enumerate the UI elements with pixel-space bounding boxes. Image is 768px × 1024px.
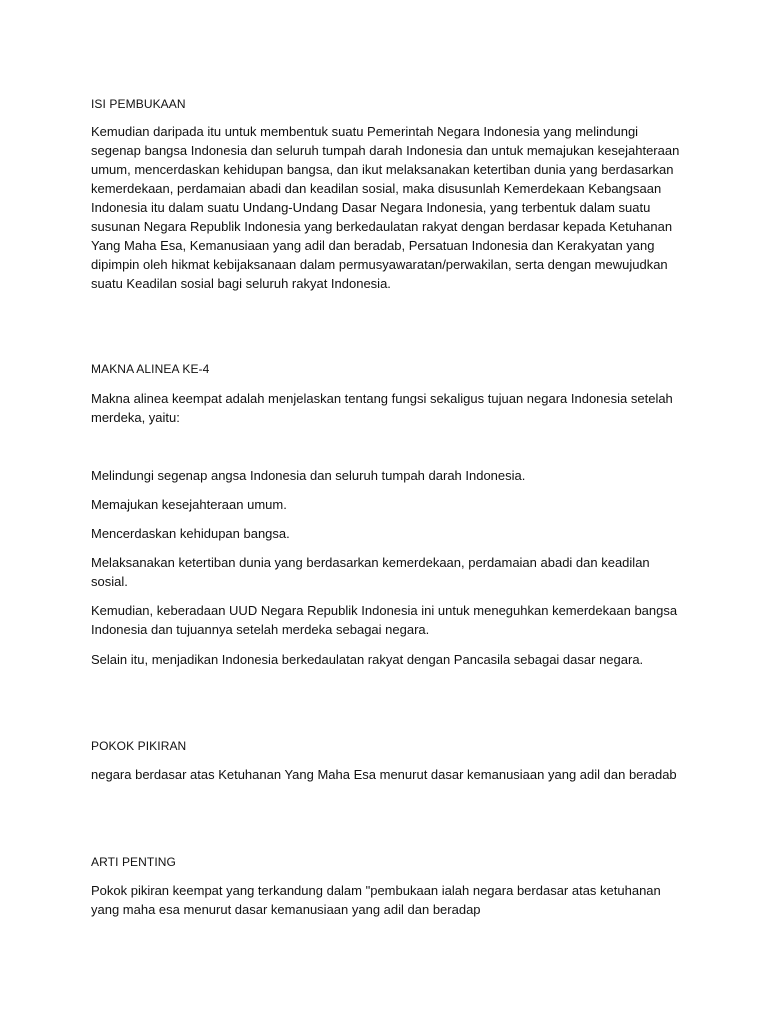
paragraph-arti-penting: Pokok pikiran keempat yang terkandung dalam "pembukaan ialah negara berdasar atas ketuhanan yang maha esa menurut dasar kemanusiaan yang adil dan beradap [91,883,661,917]
paragraph-pokok-pikiran: negara berdasar atas Ketuhanan Yang Maha Esa menurut dasar kemanusiaan yang adil dan beradab [91,767,677,782]
heading-isi-pembukaan: ISI PEMBUKAAN [91,97,186,111]
list-item-melaksanakan: Melaksanakan ketertiban dunia yang berdasarkan kemerdekaan, perdamaian abadi dan keadilan sosial. [91,555,650,589]
heading-makna-alinea: MAKNA ALINEA KE-4 [91,362,210,376]
paragraph-kemudian: Kemudian, keberadaan UUD Negara Republik Indonesia ini untuk meneguhkan kemerdekaan bangsa Indonesia dan tujuannya setelah merdeka sebagai negara. [91,603,678,637]
list-item-mencerdaskan: Mencerdaskan kehidupan bangsa. [91,526,290,541]
list-item-memajukan: Memajukan kesejahteraan umum. [91,497,287,512]
list-item-melindungi: Melindungi segenap angsa Indonesia dan seluruh tumpah darah Indonesia. [91,468,526,483]
paragraph-makna-intro: Makna alinea keempat adalah menjelaskan tentang fungsi sekaligus tujuan negara Indonesia setelah merdeka, yaitu: [91,391,673,425]
paragraph-selain-itu: Selain itu, menjadikan Indonesia berkedaulatan rakyat dengan Pancasila sebagai dasar negara. [91,652,644,667]
heading-arti-penting: ARTI PENTING [91,855,176,869]
paragraph-isi-pembukaan: Kemudian daripada itu untuk membentuk suatu Pemerintah Negara Indonesia yang melindungi segenap bangsa Indonesia dan seluruh tumpah darah Indonesia dan untuk memajukan kesejahteraan umum, mencerdaskan kehidupan bangsa, dan ikut melaksanakan ketertiban dunia yang berdasarkan kemerdekaan, perdamaian abadi dan keadilan sosial, maka disusunlah Kemerdekaan Kebangsaan Indonesia itu dalam suatu Undang-Undang Dasar Negara Indonesia, yang terbentuk dalam suatu susunan Negara Republik Indonesia yang berkedaulatan rakyat dengan berdasar kepada Ketuhanan Yang Maha Esa, Kemanusiaan yang adil dan beradab, Persatuan Indonesia dan Kerakyatan yang dipimpin oleh hikmat kebijaksanaan dalam permusyawaratan/perwakilan, serta dengan mewujudkan suatu Keadilan sosial bagi seluruh rakyat Indonesia. [91,124,680,291]
heading-pokok-pikiran: POKOK PIKIRAN [91,739,187,753]
